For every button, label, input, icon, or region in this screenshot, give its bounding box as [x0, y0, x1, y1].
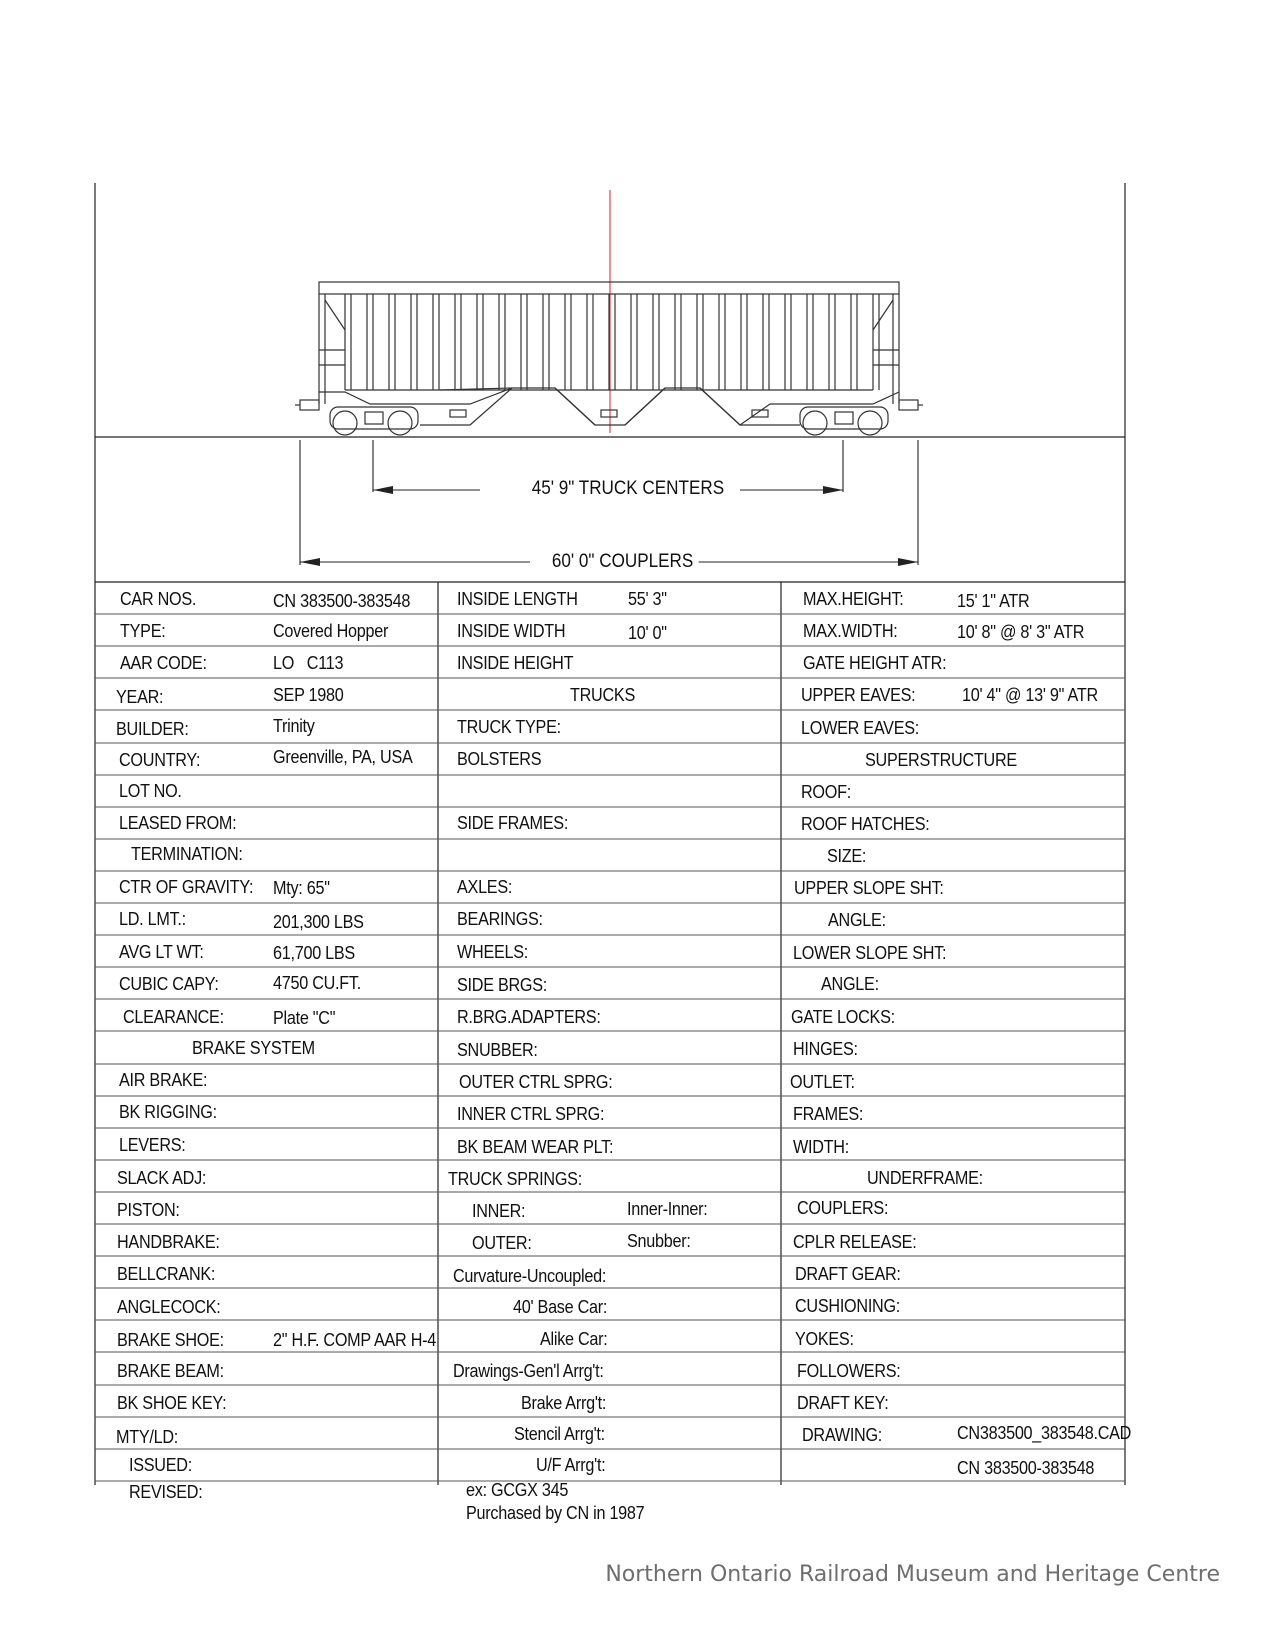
inside-height-label: INSIDE HEIGHT	[457, 653, 574, 673]
drawing-file-value: CN383500_383548.CAD	[957, 1423, 1132, 1443]
lot-no-label: LOT NO.	[119, 781, 182, 801]
avg-lt-wt-value: 61,700 LBS	[273, 943, 355, 963]
bk-shoe-key-label: BK SHOE KEY:	[117, 1393, 227, 1413]
clearance-label: CLEARANCE:	[123, 1007, 224, 1027]
anglecock-label: ANGLECOCK:	[117, 1297, 221, 1317]
type-label: TYPE:	[120, 621, 166, 641]
brake-shoe-value: 2" H.F. COMP AAR H-4	[273, 1330, 436, 1350]
type-value: Covered Hopper	[273, 621, 389, 641]
cubic-capy-label: CUBIC CAPY:	[119, 974, 219, 994]
ld-lmt-value: 201,300 LBS	[273, 912, 364, 932]
handbrake-label: HANDBRAKE:	[117, 1232, 220, 1252]
country-label: COUNTRY:	[119, 750, 201, 770]
country-value: Greenville, PA, USA	[273, 747, 413, 767]
slack-adj-label: SLACK ADJ:	[117, 1168, 207, 1188]
inside-width-value: 10' 0"	[628, 623, 667, 643]
bk-rigging-label: BK RIGGING:	[119, 1102, 217, 1122]
builder-label: BUILDER:	[116, 719, 189, 739]
inner-inner-label: Inner-Inner:	[627, 1199, 708, 1219]
truck-centers-dimension: 45' 9" TRUCK CENTERS	[526, 478, 729, 500]
max-height-value: 15' 1" ATR	[957, 591, 1030, 611]
snubber-label: SNUBBER:	[457, 1040, 538, 1060]
truck-type-label: TRUCK TYPE:	[457, 717, 561, 737]
year-value: SEP 1980	[273, 685, 344, 705]
draft-key-label: DRAFT KEY:	[797, 1393, 889, 1413]
base-car-label: 40' Base Car:	[513, 1297, 608, 1317]
snubber2-label: Snubber:	[627, 1231, 691, 1251]
cushioning-label: CUSHIONING:	[795, 1296, 901, 1316]
stencil-arrg-label: Stencil Arrg't:	[514, 1424, 605, 1444]
drawings-gen-label: Drawings-Gen'l Arrg't:	[453, 1361, 604, 1381]
axles-label: AXLES:	[457, 877, 513, 897]
yokes-label: YOKES:	[795, 1329, 854, 1349]
gate-height-label: GATE HEIGHT ATR:	[803, 653, 947, 673]
outer-label: OUTER:	[472, 1233, 532, 1253]
couplers-label: COUPLERS:	[797, 1198, 889, 1218]
followers-label: FOLLOWERS:	[797, 1361, 901, 1381]
drawing-number-value: CN 383500-383548	[957, 1458, 1095, 1478]
mty-ld-label: MTY/LD:	[116, 1427, 179, 1447]
bk-beam-wear-plt-label: BK BEAM WEAR PLT:	[457, 1137, 614, 1157]
inside-length-label: INSIDE LENGTH	[457, 589, 578, 609]
revised-label: REVISED:	[129, 1482, 203, 1502]
hinges-label: HINGES:	[793, 1039, 858, 1059]
frames-label: FRAMES:	[793, 1104, 864, 1124]
note-ex: ex: GCGX 345	[466, 1480, 569, 1500]
max-height-label: MAX.HEIGHT:	[803, 589, 904, 609]
drawing-label: DRAWING:	[802, 1425, 883, 1445]
gate-locks-label: GATE LOCKS:	[791, 1007, 895, 1027]
uf-arrg-label: U/F Arrg't:	[536, 1455, 606, 1475]
inner-ctrl-sprg-label: INNER CTRL SPRG:	[457, 1104, 605, 1124]
superstructure-heading: SUPERSTRUCTURE	[865, 750, 1017, 770]
upper-slope-sht-label: UPPER SLOPE SHT:	[794, 878, 944, 898]
max-width-label: MAX.WIDTH:	[803, 621, 898, 641]
upper-eaves-value: 10' 4" @ 13' 9" ATR	[962, 685, 1098, 705]
brake-shoe-label: BRAKE SHOE:	[117, 1330, 224, 1350]
cubic-capy-value: 4750 CU.FT.	[273, 973, 361, 993]
inside-length-value: 55' 3"	[628, 589, 667, 609]
max-width-value: 10' 8" @ 8' 3" ATR	[957, 622, 1085, 642]
clearance-value: Plate "C"	[273, 1008, 336, 1028]
avg-lt-wt-label: AVG LT WT:	[119, 942, 204, 962]
air-brake-label: AIR BRAKE:	[119, 1070, 208, 1090]
underframe-heading: UNDERFRAME:	[867, 1168, 983, 1188]
width-label: WIDTH:	[793, 1137, 849, 1157]
inner-label: INNER:	[472, 1201, 526, 1221]
roof-hatches-label: ROOF HATCHES:	[801, 814, 930, 834]
hopper-car	[295, 282, 923, 435]
car-nos-value: CN 383500-383548	[273, 591, 411, 611]
leased-from-label: LEASED FROM:	[119, 813, 237, 833]
ld-lmt-label: LD. LMT.:	[119, 909, 186, 929]
side-frames-label: SIDE FRAMES:	[457, 813, 569, 833]
alike-car-label: Alike Car:	[540, 1329, 608, 1349]
roof-label: ROOF:	[801, 782, 851, 802]
wheels-label: WHEELS:	[457, 942, 529, 962]
lower-slope-sht-label: LOWER SLOPE SHT:	[793, 943, 947, 963]
outlet-label: OUTLET:	[790, 1072, 855, 1092]
builder-value: Trinity	[273, 716, 315, 736]
piston-label: PISTON:	[117, 1200, 180, 1220]
inside-width-label: INSIDE WIDTH	[457, 621, 566, 641]
aar-code-value: LO C113	[273, 653, 344, 673]
trucks-heading: TRUCKS	[570, 685, 635, 705]
couplers-dimension: 60' 0" COUPLERS	[546, 551, 698, 573]
museum-footer: Northern Ontario Railroad Museum and Heritage Centre	[605, 1562, 1220, 1587]
upper-eaves-label: UPPER EAVES:	[801, 685, 916, 705]
side-brgs-label: SIDE BRGS:	[457, 975, 548, 995]
brake-system-heading: BRAKE SYSTEM	[192, 1038, 315, 1058]
outer-ctrl-sprg-label: OUTER CTRL SPRG:	[459, 1072, 613, 1092]
year-label: YEAR:	[116, 687, 164, 707]
bellcrank-label: BELLCRANK:	[117, 1264, 216, 1284]
brake-arrg-label: Brake Arrg't:	[521, 1393, 607, 1413]
bearings-label: BEARINGS:	[457, 909, 543, 929]
draft-gear-label: DRAFT GEAR:	[795, 1264, 901, 1284]
ctr-gravity-value: Mty: 65"	[273, 878, 330, 898]
curvature-uncoupled-label: Curvature-Uncoupled:	[453, 1266, 607, 1286]
truck-springs-label: TRUCK SPRINGS:	[448, 1169, 582, 1189]
rbrg-adapters-label: R.BRG.ADAPTERS:	[457, 1007, 601, 1027]
issued-label: ISSUED:	[129, 1455, 192, 1475]
levers-label: LEVERS:	[119, 1135, 186, 1155]
car-nos-label: CAR NOS.	[120, 589, 197, 609]
ctr-gravity-label: CTR OF GRAVITY:	[119, 877, 254, 897]
size-label: SIZE:	[827, 846, 867, 866]
note-purchased: Purchased by CN in 1987	[466, 1503, 645, 1523]
aar-code-label: AAR CODE:	[120, 653, 207, 673]
brake-beam-label: BRAKE BEAM:	[117, 1361, 224, 1381]
lower-eaves-label: LOWER EAVES:	[801, 718, 919, 738]
upper-angle-label: ANGLE:	[828, 910, 886, 930]
termination-label: TERMINATION:	[131, 844, 243, 864]
cplr-release-label: CPLR RELEASE:	[793, 1232, 917, 1252]
bolsters-label: BOLSTERS	[457, 749, 542, 769]
lower-angle-label: ANGLE:	[821, 974, 879, 994]
